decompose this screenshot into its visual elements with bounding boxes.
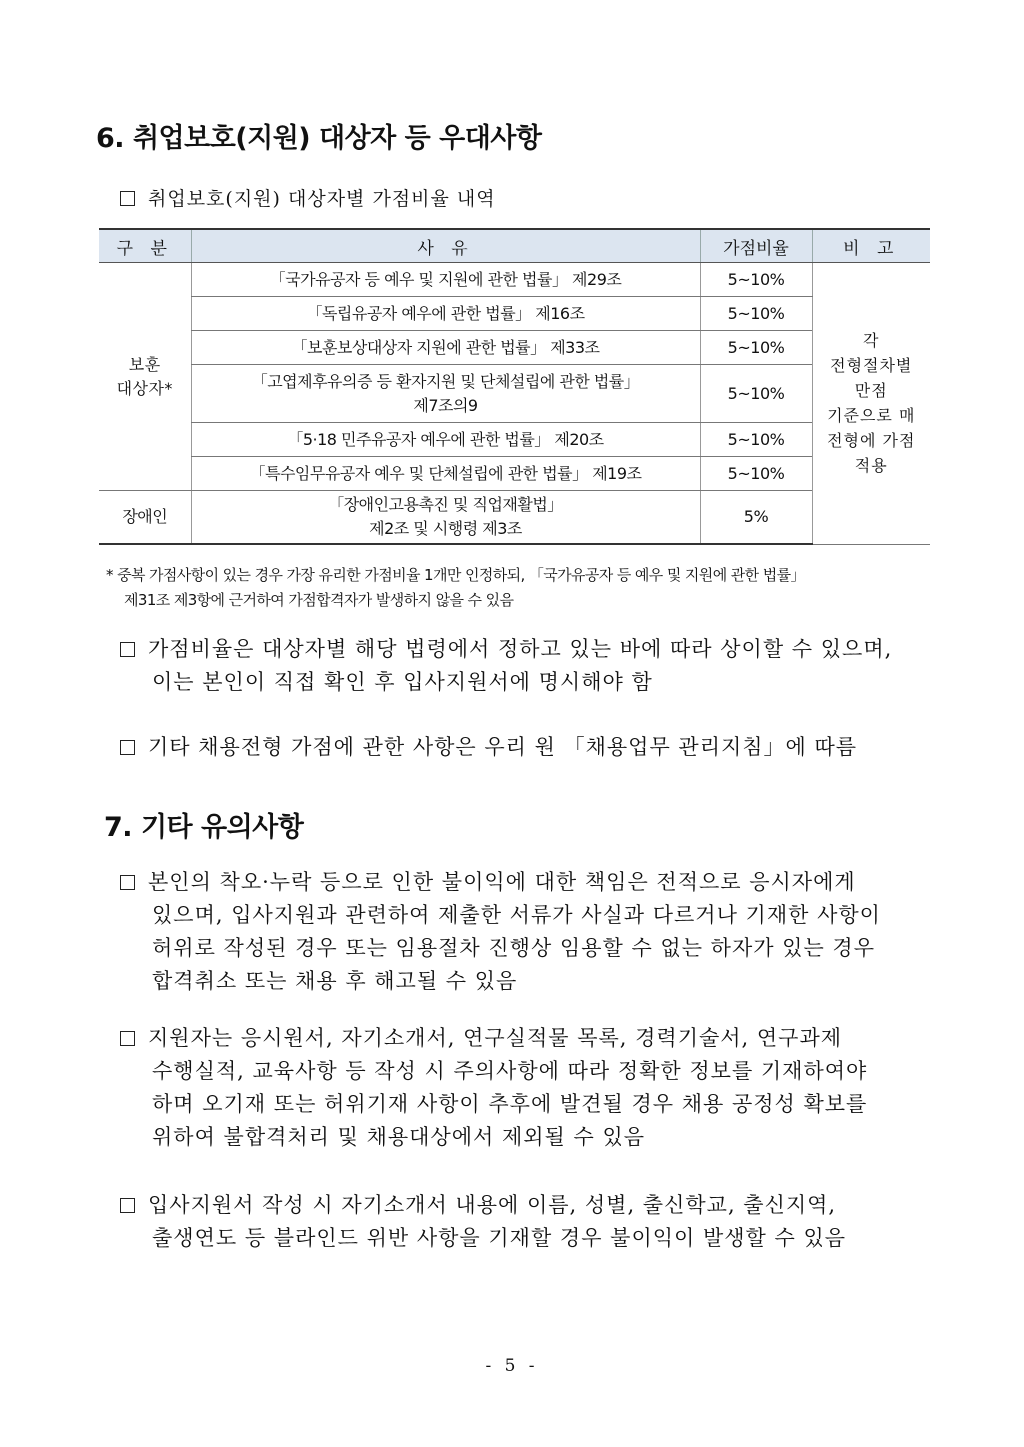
footnote-line-2: 제31조 제3항에 근거하여 가점합격자가 발생하지 않을 수 있음 <box>124 591 514 609</box>
bullet-bonus-ratio-note <box>120 633 930 699</box>
bullet-line-1: 기타 채용전형 가점에 관한 사항은 우리 원 「채용업무 관리지침」에 따름 <box>148 735 858 759</box>
header-rate: 가점비율 <box>700 229 812 263</box>
checkbox-square-icon <box>120 1031 135 1046</box>
table-footnote <box>106 563 936 613</box>
bullet-line-1: 입사지원서 작성 시 자기소개서 내용에 이름, 성별, 출신학교, 출신지역, <box>148 1193 837 1217</box>
rate-cell: 5~10% <box>700 331 812 365</box>
table-row <box>99 331 930 365</box>
checkbox-square-icon <box>120 875 135 890</box>
rate-cell: 5~10% <box>700 423 812 457</box>
section-7-title: 7. 기타 유의사항 <box>104 812 304 843</box>
category-veterans: 보훈 대상자* <box>99 263 191 491</box>
checkbox-square-icon <box>120 191 135 206</box>
table-row <box>99 491 930 545</box>
bullet-line-3: 하며 오기재 또는 허위기재 사항이 추후에 발견될 경우 채용 공정성 확보를 <box>152 1092 868 1116</box>
table-header-row <box>99 229 930 263</box>
section-6-title: 6. 취업보호(지원) 대상자 등 우대사항 <box>96 123 542 154</box>
header-reason: 사 유 <box>191 229 700 263</box>
category-disabled: 장애인 <box>99 491 191 545</box>
rate-cell: 5~10% <box>700 365 812 423</box>
page-number: - 5 - <box>485 1356 539 1376</box>
checkbox-square-icon <box>120 740 135 755</box>
bullet-line-1: 지원자는 응시원서, 자기소개서, 연구실적물 목록, 경력기술서, 연구과제 <box>148 1026 843 1050</box>
bullet-line-3: 허위로 작성된 경우 또는 임용절차 진행상 임용할 수 없는 하자가 있는 경우 <box>152 936 876 960</box>
bullet-line-2: 있으며, 입사지원과 관련하여 제출한 서류가 사실과 다르거나 기재한 사항이 <box>152 903 881 927</box>
bullet-line-2: 이는 본인이 직접 확인 후 입사지원서에 명시해야 함 <box>152 670 653 694</box>
table-row <box>99 263 930 297</box>
bullet-line-1: 가점비율은 대상자별 해당 법령에서 정하고 있는 바에 따라 상이할 수 있으며, <box>148 637 893 661</box>
bullet-line-4: 합격취소 또는 채용 후 해고될 수 있음 <box>152 969 518 993</box>
reason-cell: 「고엽제후유의증 등 환자지원 및 단체설립에 관한 법률」 제7조의9 <box>191 365 700 423</box>
footnote-line-1: * 중복 가점사항이 있는 경우 가장 유리한 가점비율 1개만 인정하되, 「국가유공자 등 예우 및 지원에 관한 법률」 <box>106 566 805 584</box>
header-remarks: 비 고 <box>812 229 930 263</box>
bullet-text: 취업보호(지원) 대상자별 가점비율 내역 <box>148 188 496 210</box>
rate-cell: 5~10% <box>700 263 812 297</box>
reason-cell: 「특수임무유공자 예우 및 단체설립에 관한 법률」 제19조 <box>191 457 700 491</box>
reason-cell: 「5·18 민주유공자 예우에 관한 법률」 제20조 <box>191 423 700 457</box>
bullet-line-4: 위하여 불합격처리 및 채용대상에서 제외될 수 있음 <box>152 1125 646 1149</box>
bullet-line-2: 수행실적, 교육사항 등 작성 시 주의사항에 따라 정확한 정보를 기재하여야 <box>152 1059 868 1083</box>
bullet-line-2: 출생연도 등 블라인드 위반 사항을 기재할 경우 불이익이 발생할 수 있음 <box>152 1226 847 1250</box>
table-row <box>99 365 930 423</box>
table-row <box>99 457 930 491</box>
rate-cell: 5~10% <box>700 297 812 331</box>
checkbox-square-icon <box>120 642 135 657</box>
bullet-accurate-info <box>120 1022 930 1154</box>
bullet-bonus-ratio-heading <box>120 183 930 216</box>
bullet-other-bonus <box>120 731 930 764</box>
checkbox-square-icon <box>120 1198 135 1213</box>
reason-cell: 「장애인고용촉진 및 직업재활법」 제2조 및 시행령 제3조 <box>191 491 700 545</box>
bonus-ratio-table <box>99 228 930 545</box>
bullet-applicant-responsibility <box>120 866 930 998</box>
table-row <box>99 423 930 457</box>
rate-cell: 5% <box>700 491 812 545</box>
header-category: 구 분 <box>99 229 191 263</box>
reason-cell: 「보훈보상대상자 지원에 관한 법률」 제33조 <box>191 331 700 365</box>
reason-cell: 「독립유공자 예우에 관한 법률」 제16조 <box>191 297 700 331</box>
remarks-cell: 각 전형절차별 만점 기준으로 매 전형에 가점 적용 <box>812 263 930 545</box>
table-row <box>99 297 930 331</box>
rate-cell: 5~10% <box>700 457 812 491</box>
reason-cell: 「국가유공자 등 예우 및 지원에 관한 법률」 제29조 <box>191 263 700 297</box>
bullet-blind-recruitment <box>120 1189 930 1255</box>
bullet-line-1: 본인의 착오·누락 등으로 인한 불이익에 대한 책임은 전적으로 응시자에게 <box>148 870 856 894</box>
